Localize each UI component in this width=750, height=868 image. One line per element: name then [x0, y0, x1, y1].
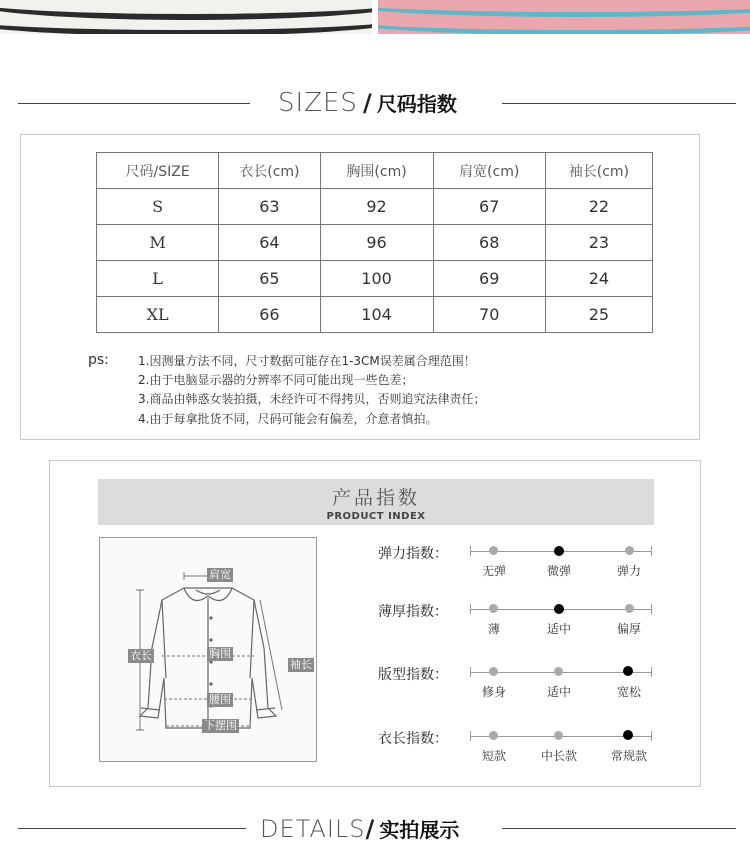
size-cell: XL	[97, 297, 219, 333]
table-cell: 67	[433, 189, 545, 225]
scale-cap	[651, 604, 662, 614]
table-cell: 64	[219, 225, 320, 261]
scale-dot-selected	[623, 730, 633, 740]
product-photo-right	[378, 0, 750, 34]
chest-col-header: 胸围(cm)	[320, 153, 433, 189]
scale-dot	[489, 667, 498, 676]
table-row	[97, 261, 653, 297]
details-heading	[260, 814, 459, 843]
table-cell: 65	[219, 261, 320, 297]
scale-cap	[470, 546, 481, 556]
scale-dot	[625, 604, 634, 613]
table-cell: 92	[320, 189, 433, 225]
product-index-title-cn: 产品指数	[331, 487, 420, 509]
product-photo-left	[0, 0, 372, 34]
sizes-rule-right	[502, 103, 736, 104]
table-cell: 100	[320, 261, 433, 297]
table-cell: 23	[545, 225, 652, 261]
details-heading-en: DETAILS	[260, 815, 366, 843]
table-row	[97, 189, 653, 225]
scale-dot	[625, 546, 634, 555]
scale-cap	[470, 667, 481, 677]
shoulder-label: 肩宽	[209, 568, 231, 581]
thickness-index-title: 薄厚指数：	[378, 604, 448, 620]
scale-dot	[554, 731, 563, 740]
table-cell: 63	[219, 189, 320, 225]
hem-label: 下摆围	[204, 719, 237, 732]
sizes-heading-en: SIZES	[278, 88, 358, 118]
scale-cap	[651, 667, 662, 677]
scale-option: 无弹	[481, 564, 507, 578]
sleeve-label: 袖长	[290, 658, 312, 671]
measurement-diagram	[99, 537, 317, 762]
scale-dot	[489, 731, 498, 740]
scale-option: 薄	[487, 622, 501, 636]
table-row	[97, 297, 653, 333]
size-table	[96, 152, 653, 333]
fit-index-title: 版型指数：	[378, 667, 448, 683]
details-rule-right	[502, 828, 736, 829]
scale-cap	[470, 731, 481, 741]
notes-label: ps:	[88, 352, 109, 368]
size-cell: S	[97, 189, 219, 225]
shoulder-col-header: 肩宽(cm)	[433, 153, 545, 189]
elasticity-index-title: 弹力指数：	[378, 546, 448, 562]
scale-option: 短款	[481, 749, 507, 763]
sleeve-col-header: 袖长(cm)	[545, 153, 652, 189]
scale-dot	[554, 667, 563, 676]
table-cell: 104	[320, 297, 433, 333]
scale-option: 适中	[546, 622, 572, 636]
details-heading-sep: /	[365, 815, 375, 843]
scale-option: 宽松	[616, 685, 642, 699]
scale-dot	[489, 546, 498, 555]
chest-label: 胸围	[209, 647, 231, 660]
scale-option: 偏厚	[616, 622, 642, 636]
sizes-heading-cn: 尺码指数	[376, 92, 457, 116]
scale-option: 弹力	[616, 564, 642, 578]
note-item: 1.因测量方法不同，尺寸数据可能存在1-3CM误差属合理范围！	[138, 354, 476, 368]
size-col-header: 尺码/SIZE	[97, 153, 219, 189]
scale-cap	[470, 604, 481, 614]
table-cell: 22	[545, 189, 652, 225]
size-table-header-row	[97, 153, 653, 189]
scale-cap	[651, 546, 662, 556]
scale-cap	[651, 731, 662, 741]
scale-dot-selected	[554, 604, 564, 614]
note-item: 2.由于电脑显示器的分辨率不同可能出现一些色差；	[138, 373, 414, 387]
length-index-title: 衣长指数：	[378, 731, 448, 747]
table-cell: 66	[219, 297, 320, 333]
sizes-rule-left	[18, 103, 250, 104]
table-cell: 69	[433, 261, 545, 297]
note-item: 3.商品由韩惑女装拍摄，未经许可不得拷贝，否则追究法律责任；	[138, 392, 486, 406]
waist-label: 腰围	[209, 693, 231, 706]
table-cell: 24	[545, 261, 652, 297]
scale-option: 中长款	[540, 749, 578, 763]
scale-option: 微弹	[546, 564, 572, 578]
table-cell: 68	[433, 225, 545, 261]
size-cell: L	[97, 261, 219, 297]
scale-dot	[489, 604, 498, 613]
product-index-banner	[98, 479, 654, 525]
table-cell: 96	[320, 225, 433, 261]
note-item: 4.由于每拿批货不同，尺码可能会有偏差，介意者慎拍。	[138, 412, 438, 426]
table-cell: 25	[545, 297, 652, 333]
scale-option: 适中	[546, 685, 572, 699]
sizes-heading	[278, 88, 457, 118]
details-heading-cn: 实拍展示	[379, 818, 460, 842]
scale-dot-selected	[623, 666, 633, 676]
length-label: 衣长	[130, 649, 152, 662]
table-row	[97, 225, 653, 261]
details-rule-left	[18, 828, 246, 829]
scale-dot-selected	[554, 546, 564, 556]
sizes-heading-sep: /	[363, 89, 372, 117]
product-index-title-en: PRODUCT INDEX	[326, 511, 426, 522]
scale-option: 常规款	[610, 749, 648, 763]
scale-option: 修身	[481, 685, 507, 699]
length-col-header: 衣长(cm)	[219, 153, 320, 189]
table-cell: 70	[433, 297, 545, 333]
size-cell: M	[97, 225, 219, 261]
